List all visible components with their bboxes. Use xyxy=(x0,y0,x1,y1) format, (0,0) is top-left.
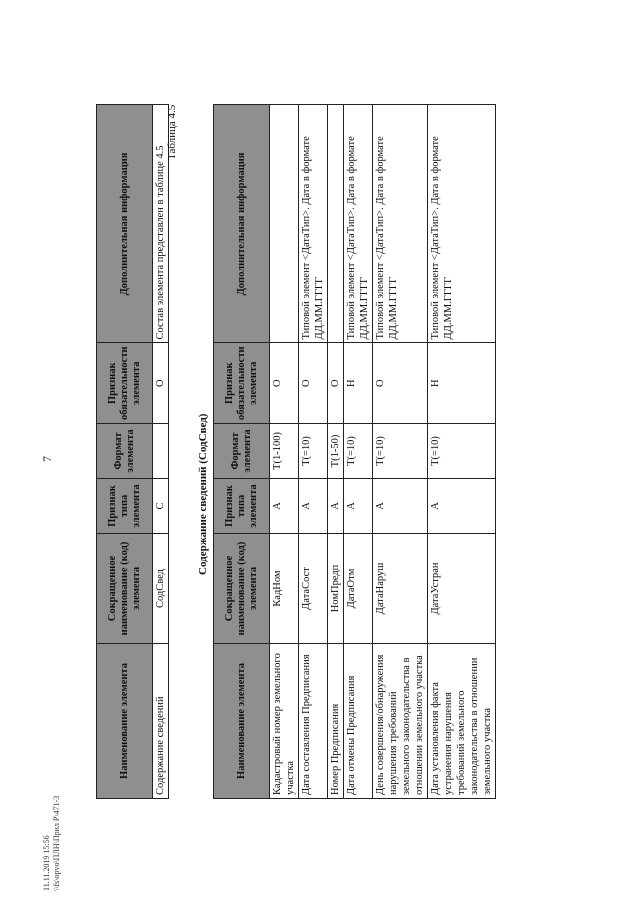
cell-format: Т(1-50) xyxy=(328,424,344,479)
header-cell: Сокращенное наименование (код) элемента xyxy=(97,534,153,644)
header-cell: Признак обязательности элемента xyxy=(214,343,270,424)
cell-code: КадНом xyxy=(270,534,299,644)
cell-format: Т(=10) xyxy=(428,424,496,479)
cell-code: ДатаСост xyxy=(299,534,328,644)
header-cell: Дополнительная информация xyxy=(97,105,153,343)
cell-code: СодСвед xyxy=(153,534,169,644)
footer-path: \\fs\opvo\ПЛН\Прил Р\471-3 xyxy=(52,795,61,891)
cell-info xyxy=(328,105,344,343)
cell-code: ДатаНаруш xyxy=(373,534,428,644)
cell-type: А xyxy=(299,479,328,534)
cell-info: Типовой элемент <ДатаТип>. Дата в формате ДД.ММ.ГГГГ xyxy=(428,105,496,343)
header-cell: Наименование элемента xyxy=(97,644,153,799)
header-cell: Признак типа элемента xyxy=(97,479,153,534)
table-row xyxy=(373,105,428,799)
cell-required: О xyxy=(153,343,169,424)
cell-format: Т(1-100) xyxy=(270,424,299,479)
header-cell: Признак обязательности элемента xyxy=(97,343,153,424)
cell-code: ДатаУстран xyxy=(428,534,496,644)
cell-required: Н xyxy=(344,343,373,424)
cell-name: Кадастровый номер земельного участка xyxy=(270,644,299,799)
cell-required: О xyxy=(270,343,299,424)
cell-name: Дата установления факта устранения нарушения требований земельного законодательства в отношении земельного участка xyxy=(428,644,496,799)
page-number: 7 xyxy=(40,456,54,462)
table-row xyxy=(428,105,496,799)
cell-code: НомПредп xyxy=(328,534,344,644)
table-row xyxy=(344,105,373,799)
cell-code: ДатаОтм xyxy=(344,534,373,644)
header-cell: Наименование элемента xyxy=(214,644,270,799)
cell-format: Т(=10) xyxy=(344,424,373,479)
cell-type: А xyxy=(270,479,299,534)
cell-info xyxy=(270,105,299,343)
cell-required: О xyxy=(328,343,344,424)
table-row xyxy=(153,105,169,799)
cell-type: А xyxy=(428,479,496,534)
cell-info: Типовой элемент <ДатаТип>. Дата в формате ДД.ММ.ГГГГ xyxy=(373,105,428,343)
cell-name: Содержание сведений xyxy=(153,644,169,799)
header-cell: Сокращенное наименование (код) элемента xyxy=(214,534,270,644)
header-cell: Признак типа элемента xyxy=(214,479,270,534)
header-cell: Дополнительная информация xyxy=(214,105,270,343)
element-table-1 xyxy=(96,104,169,799)
cell-format: Т(=10) xyxy=(299,424,328,479)
cell-name: Дата составления Предписания xyxy=(299,644,328,799)
table-header-row xyxy=(214,105,270,799)
cell-required: О xyxy=(373,343,428,424)
element-table-2 xyxy=(213,104,496,799)
table-caption: Содержание сведений (СодСвед) xyxy=(197,413,209,575)
cell-format xyxy=(153,424,169,479)
header-cell: Формат элемента xyxy=(97,424,153,479)
cell-name: День совершения/обнаружения нарушения требований земельного законодательства в отношении земельного участка xyxy=(373,644,428,799)
cell-format: Т(=10) xyxy=(373,424,428,479)
table-row xyxy=(270,105,299,799)
table-number: Таблица 4.5 xyxy=(166,104,178,160)
cell-info: Типовой элемент <ДатаТип>. Дата в формате ДД.ММ.ГГГГ xyxy=(344,105,373,343)
cell-type: А xyxy=(344,479,373,534)
cell-name: Номер Предписания xyxy=(328,644,344,799)
footer-timestamp: 11.11.2019 15:56 xyxy=(42,835,51,891)
table-row xyxy=(299,105,328,799)
file-footer xyxy=(42,796,62,891)
cell-type: А xyxy=(328,479,344,534)
cell-type: С xyxy=(153,479,169,534)
cell-info: Состав элемента представлен в таблице 4.5 xyxy=(153,105,169,343)
table-row xyxy=(328,105,344,799)
header-cell: Формат элемента xyxy=(214,424,270,479)
cell-required: О xyxy=(299,343,328,424)
table-header-row xyxy=(97,105,153,799)
cell-type: А xyxy=(373,479,428,534)
cell-name: Дата отмены Предписания xyxy=(344,644,373,799)
cell-info: Типовой элемент <ДатаТип>. Дата в формате ДД.ММ.ГГГГ xyxy=(299,105,328,343)
cell-required: Н xyxy=(428,343,496,424)
